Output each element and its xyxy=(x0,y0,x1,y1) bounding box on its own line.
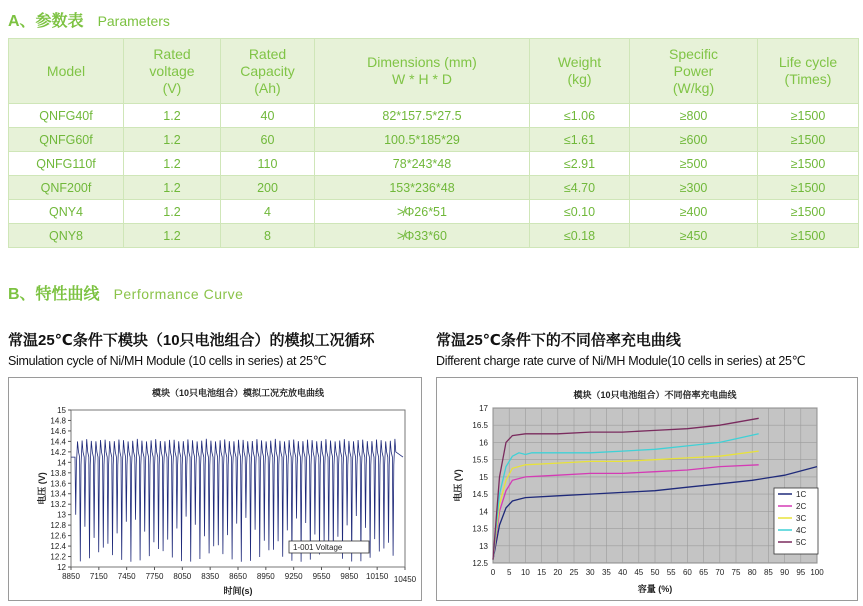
y-tick-label: 13 xyxy=(479,541,488,551)
x-tick-label: 65 xyxy=(699,568,709,577)
parameters-table xyxy=(8,38,859,248)
table-cell: ≥1500 xyxy=(758,224,859,248)
x-tick-label: 35 xyxy=(601,568,611,577)
table-cell: ≤0.18 xyxy=(530,224,630,248)
table-cell: ≥1500 xyxy=(758,152,859,176)
legend-label-4c: 4C xyxy=(796,526,807,535)
x-tick-label: 7450 xyxy=(117,572,136,581)
right-chart-caption xyxy=(436,329,805,368)
y-axis-label: 电压 (V) xyxy=(37,472,47,505)
x-tick-label: 95 xyxy=(796,568,806,577)
table-header-cell: Rated Capacity (Ah) xyxy=(221,39,315,104)
x-tick-label: 8050 xyxy=(173,572,192,581)
table-cell: ≯Φ26*51 xyxy=(315,200,530,224)
simulation-cycle-chart-box xyxy=(8,377,422,601)
table-cell: QNFG60f xyxy=(9,128,124,152)
legend-label-3c: 3C xyxy=(796,514,807,523)
y-tick-label: 14 xyxy=(57,458,66,468)
table-cell: ≥1500 xyxy=(758,104,859,128)
table-cell: ≤1.06 xyxy=(530,104,630,128)
section-a-prefix: A、参数表 xyxy=(8,13,84,30)
table-cell: 1.2 xyxy=(124,176,221,200)
charge-rate-chart xyxy=(437,378,857,600)
table-cell: QNY4 xyxy=(9,200,124,224)
table-row xyxy=(9,104,859,128)
table-body xyxy=(9,104,859,248)
y-tick-label: 14.5 xyxy=(472,490,488,500)
table-cell: 1.2 xyxy=(124,224,221,248)
right-caption-en: Different charge rate curve of Ni/MH Module(10 cells in series) at 25℃ xyxy=(436,354,806,368)
y-tick-label: 15 xyxy=(57,406,66,415)
y-tick-label: 13.6 xyxy=(50,479,66,489)
table-header-cell: Specific Power (W/kg) xyxy=(630,39,758,104)
x-tick-label: 15 xyxy=(537,568,547,577)
x-tick-label: 8950 xyxy=(256,572,275,581)
x-tick-label: 100 xyxy=(810,568,824,577)
x-tick-label: 10450 xyxy=(393,575,417,584)
table-cell: 40 xyxy=(221,104,315,128)
table-row xyxy=(9,128,859,152)
x-tick-label: 0 xyxy=(490,568,496,577)
table-cell: ≤1.61 xyxy=(530,128,630,152)
section-a-title xyxy=(8,8,170,31)
y-tick-label: 14.8 xyxy=(50,416,66,426)
y-tick-label: 13.2 xyxy=(50,500,66,510)
left-caption-en: Simulation cycle of Ni/MH Module (10 cells in series) at 25℃ xyxy=(8,354,327,368)
table-cell: ≥500 xyxy=(630,152,758,176)
x-tick-label: 60 xyxy=(682,568,692,577)
x-tick-label: 9550 xyxy=(312,572,331,581)
table-cell: ≥800 xyxy=(630,104,758,128)
chart-title: 模块（10只电池组合）模拟工况充放电曲线 xyxy=(151,388,325,398)
x-tick-label: 80 xyxy=(747,568,757,577)
table-header-cell: Dimensions (mm) W * H * D xyxy=(315,39,530,104)
y-tick-label: 12 xyxy=(57,563,66,572)
x-tick-label: 7750 xyxy=(145,572,164,581)
table-cell: 78*243*48 xyxy=(315,152,530,176)
x-tick-label: 8350 xyxy=(201,572,220,581)
x-tick-label: 9850 xyxy=(340,572,359,581)
table-header-cell: Rated voltage (V) xyxy=(124,39,221,104)
x-tick-label: 90 xyxy=(780,568,790,577)
x-tick-label: 55 xyxy=(666,568,676,577)
table-row xyxy=(9,200,859,224)
table-cell: ≤0.10 xyxy=(530,200,630,224)
y-tick-label: 15 xyxy=(479,472,488,482)
x-axis-label: 时间(s) xyxy=(223,586,253,596)
table-cell: ≥1500 xyxy=(758,200,859,224)
y-tick-label: 14.4 xyxy=(50,437,66,447)
y-tick-label: 13.8 xyxy=(50,468,66,478)
x-tick-label: 75 xyxy=(731,568,741,577)
table-cell: 8 xyxy=(221,224,315,248)
x-tick-label: 7150 xyxy=(89,572,108,581)
x-axis-label: 容量 (%) xyxy=(637,584,673,594)
x-tick-label: 5 xyxy=(506,568,512,577)
table-cell: ≤4.70 xyxy=(530,176,630,200)
section-a-subtitle: Parameters xyxy=(97,13,170,29)
x-tick-label: 9250 xyxy=(284,572,303,581)
table-row xyxy=(9,224,859,248)
simulation-cycle-chart xyxy=(9,378,421,600)
table-cell: 1.2 xyxy=(124,200,221,224)
table-cell: 200 xyxy=(221,176,315,200)
legend-label-1c: 1C xyxy=(796,490,807,499)
table-cell: 60 xyxy=(221,128,315,152)
y-tick-label: 17 xyxy=(479,404,488,413)
right-caption-cn: 常温25℃条件下的不同倍率充电曲线 xyxy=(436,332,681,349)
table-cell: ≥300 xyxy=(630,176,758,200)
charge-rate-chart-box xyxy=(436,377,858,601)
y-tick-label: 16 xyxy=(479,438,488,448)
y-tick-label: 16.5 xyxy=(472,421,488,431)
table-cell: 153*236*48 xyxy=(315,176,530,200)
table-cell: QNY8 xyxy=(9,224,124,248)
y-axis-label: 电压 (V) xyxy=(453,469,463,502)
x-tick-label: 20 xyxy=(553,568,563,577)
chart-title: 模块（10只电池组合）不同倍率充电曲线 xyxy=(573,390,737,400)
table-cell: ≥400 xyxy=(630,200,758,224)
table-cell: 100.5*185*29 xyxy=(315,128,530,152)
table-header-cell: Weight (kg) xyxy=(530,39,630,104)
y-tick-label: 12.8 xyxy=(50,521,66,531)
x-tick-label: 70 xyxy=(715,568,725,577)
table-cell: QNFG110f xyxy=(9,152,124,176)
section-b-prefix: B、特性曲线 xyxy=(8,286,100,303)
y-tick-label: 15.5 xyxy=(472,455,488,465)
y-tick-label: 14 xyxy=(479,507,488,517)
table-row xyxy=(9,152,859,176)
table-cell: 1.2 xyxy=(124,104,221,128)
x-tick-label: 8650 xyxy=(229,572,247,581)
table-cell: ≥450 xyxy=(630,224,758,248)
legend-label-5c: 5C xyxy=(796,538,807,547)
table-cell: 4 xyxy=(221,200,315,224)
y-tick-label: 12.2 xyxy=(50,552,66,562)
section-b-subtitle: Performance Curve xyxy=(113,286,244,302)
table-cell: 110 xyxy=(221,152,315,176)
y-tick-label: 12.4 xyxy=(50,542,66,552)
table-header-row xyxy=(9,39,859,104)
table-cell: ≯Φ33*60 xyxy=(315,224,530,248)
table-row xyxy=(9,176,859,200)
table-header-cell: Model xyxy=(9,39,124,104)
x-tick-label: 10150 xyxy=(366,572,389,581)
y-tick-label: 12.5 xyxy=(472,559,488,568)
table-cell: ≥1500 xyxy=(758,176,859,200)
table-cell: QNFG40f xyxy=(9,104,124,128)
x-tick-label: 50 xyxy=(650,568,660,577)
x-tick-label: 40 xyxy=(618,568,628,577)
y-tick-label: 13 xyxy=(57,510,66,520)
section-b-title xyxy=(8,281,243,304)
left-chart-caption xyxy=(8,329,375,368)
table-cell: ≤2.91 xyxy=(530,152,630,176)
y-tick-label: 13.4 xyxy=(50,489,66,499)
y-tick-label: 12.6 xyxy=(50,531,66,541)
x-tick-label: 25 xyxy=(569,568,579,577)
y-tick-label: 14.2 xyxy=(50,447,66,457)
table-cell: 1.2 xyxy=(124,128,221,152)
table-cell: ≥600 xyxy=(630,128,758,152)
x-tick-label: 30 xyxy=(585,568,595,577)
y-tick-label: 14.6 xyxy=(50,426,66,436)
legend-label: 1-001 Voltage xyxy=(293,543,343,552)
x-tick-label: 85 xyxy=(763,568,773,577)
left-caption-cn: 常温25℃条件下模块（10只电池组合）的模拟工况循环 xyxy=(8,332,375,349)
legend-label-2c: 2C xyxy=(796,502,807,511)
x-tick-label: 10 xyxy=(520,568,530,577)
y-tick-label: 13.5 xyxy=(472,524,488,534)
table-cell: ≥1500 xyxy=(758,128,859,152)
table-cell: 82*157.5*27.5 xyxy=(315,104,530,128)
table-cell: QNF200f xyxy=(9,176,124,200)
table-header-cell: Life cycle (Times) xyxy=(758,39,859,104)
x-tick-label: 8850 xyxy=(62,572,80,581)
x-tick-label: 45 xyxy=(634,568,644,577)
table-cell: 1.2 xyxy=(124,152,221,176)
